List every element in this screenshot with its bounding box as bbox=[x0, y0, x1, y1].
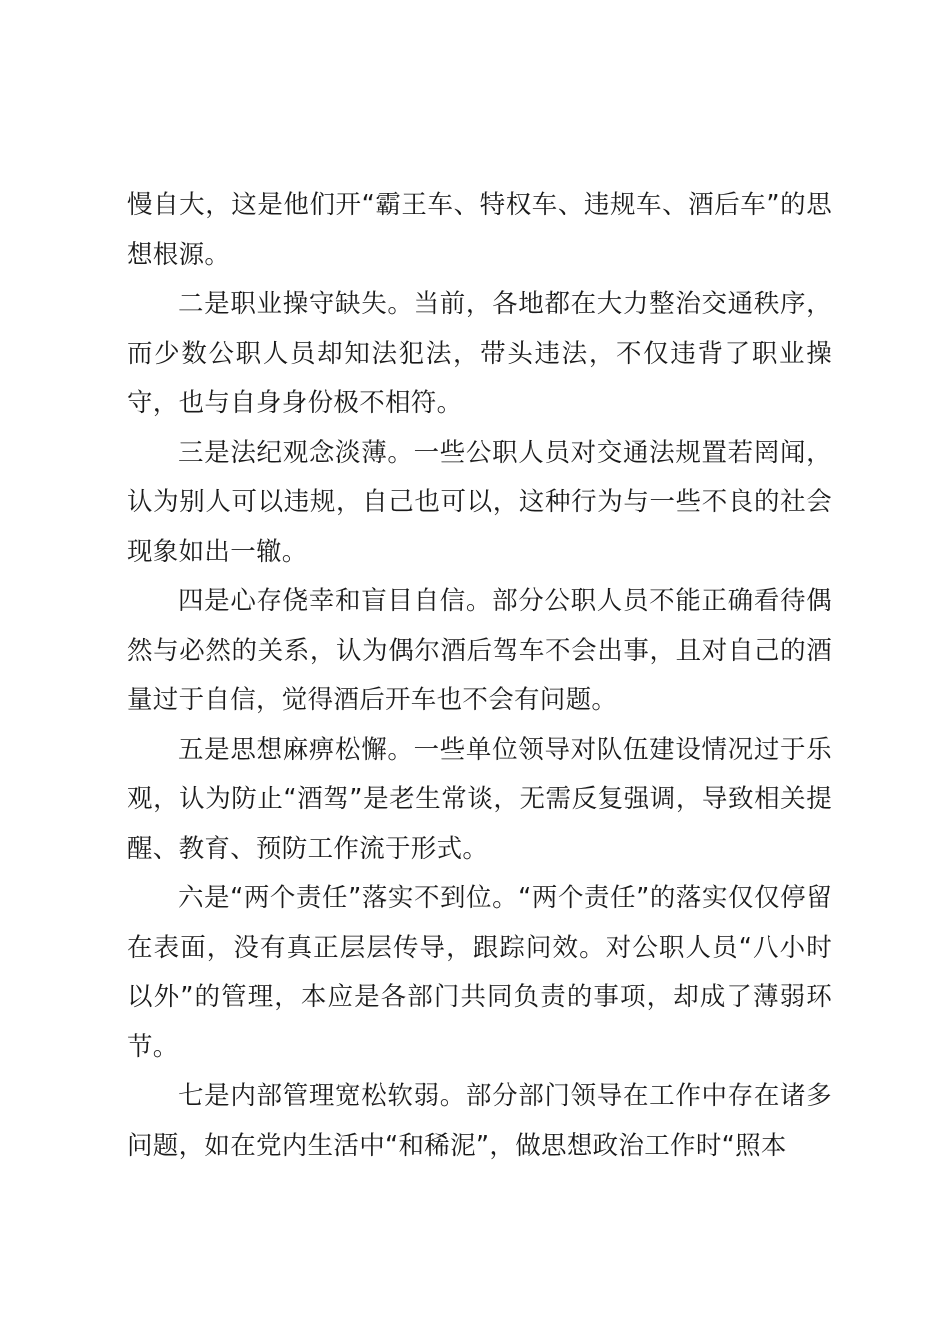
paragraph-point-4: 四是心存侥幸和盲目自信。部分公职人员不能正确看待偶然与必然的关系，认为偶尔酒后驾车不会出事，且对自己的酒量过于自信，觉得酒后开车也不会有问题。 bbox=[127, 586, 832, 715]
document-body bbox=[127, 181, 832, 1171]
paragraph-continuation: 慢自大，这是他们开“霸王车、特权车、违规车、酒后车”的思想根源。 bbox=[127, 190, 832, 270]
paragraph-point-5: 五是思想麻痹松懈。一些单位领导对队伍建设情况过于乐观，认为防止“酒驾”是老生常谈，无需反复强调，导致相关提醒、教育、预防工作流于形式。 bbox=[127, 734, 832, 864]
paragraph-point-3: 三是法纪观念淡薄。一些公职人员对交通法规置若罔闻，认为别人可以违规，自己也可以，这种行为与一些不良的社会现象如出一辙。 bbox=[127, 437, 832, 567]
paragraph-point-7: 七是内部管理宽松软弱。部分部门领导在工作中存在诸多问题，如在党内生活中“和稀泥”，做思想政治工作时“照本 bbox=[127, 1081, 832, 1161]
paragraph-point-2: 二是职业操守缺失。当前，各地都在大力整治交通秩序，而少数公职人员却知法犯法，带头违法，不仅违背了职业操守，也与自身身份极不相符。 bbox=[127, 289, 832, 418]
paragraph-point-6: 六是“两个责任”落实不到位。“两个责任”的落实仅仅停留在表面，没有真正层层传导，跟踪问效。对公职人员“八小时以外”的管理，本应是各部门共同负责的事项，却成了薄弱环节。 bbox=[127, 883, 832, 1062]
